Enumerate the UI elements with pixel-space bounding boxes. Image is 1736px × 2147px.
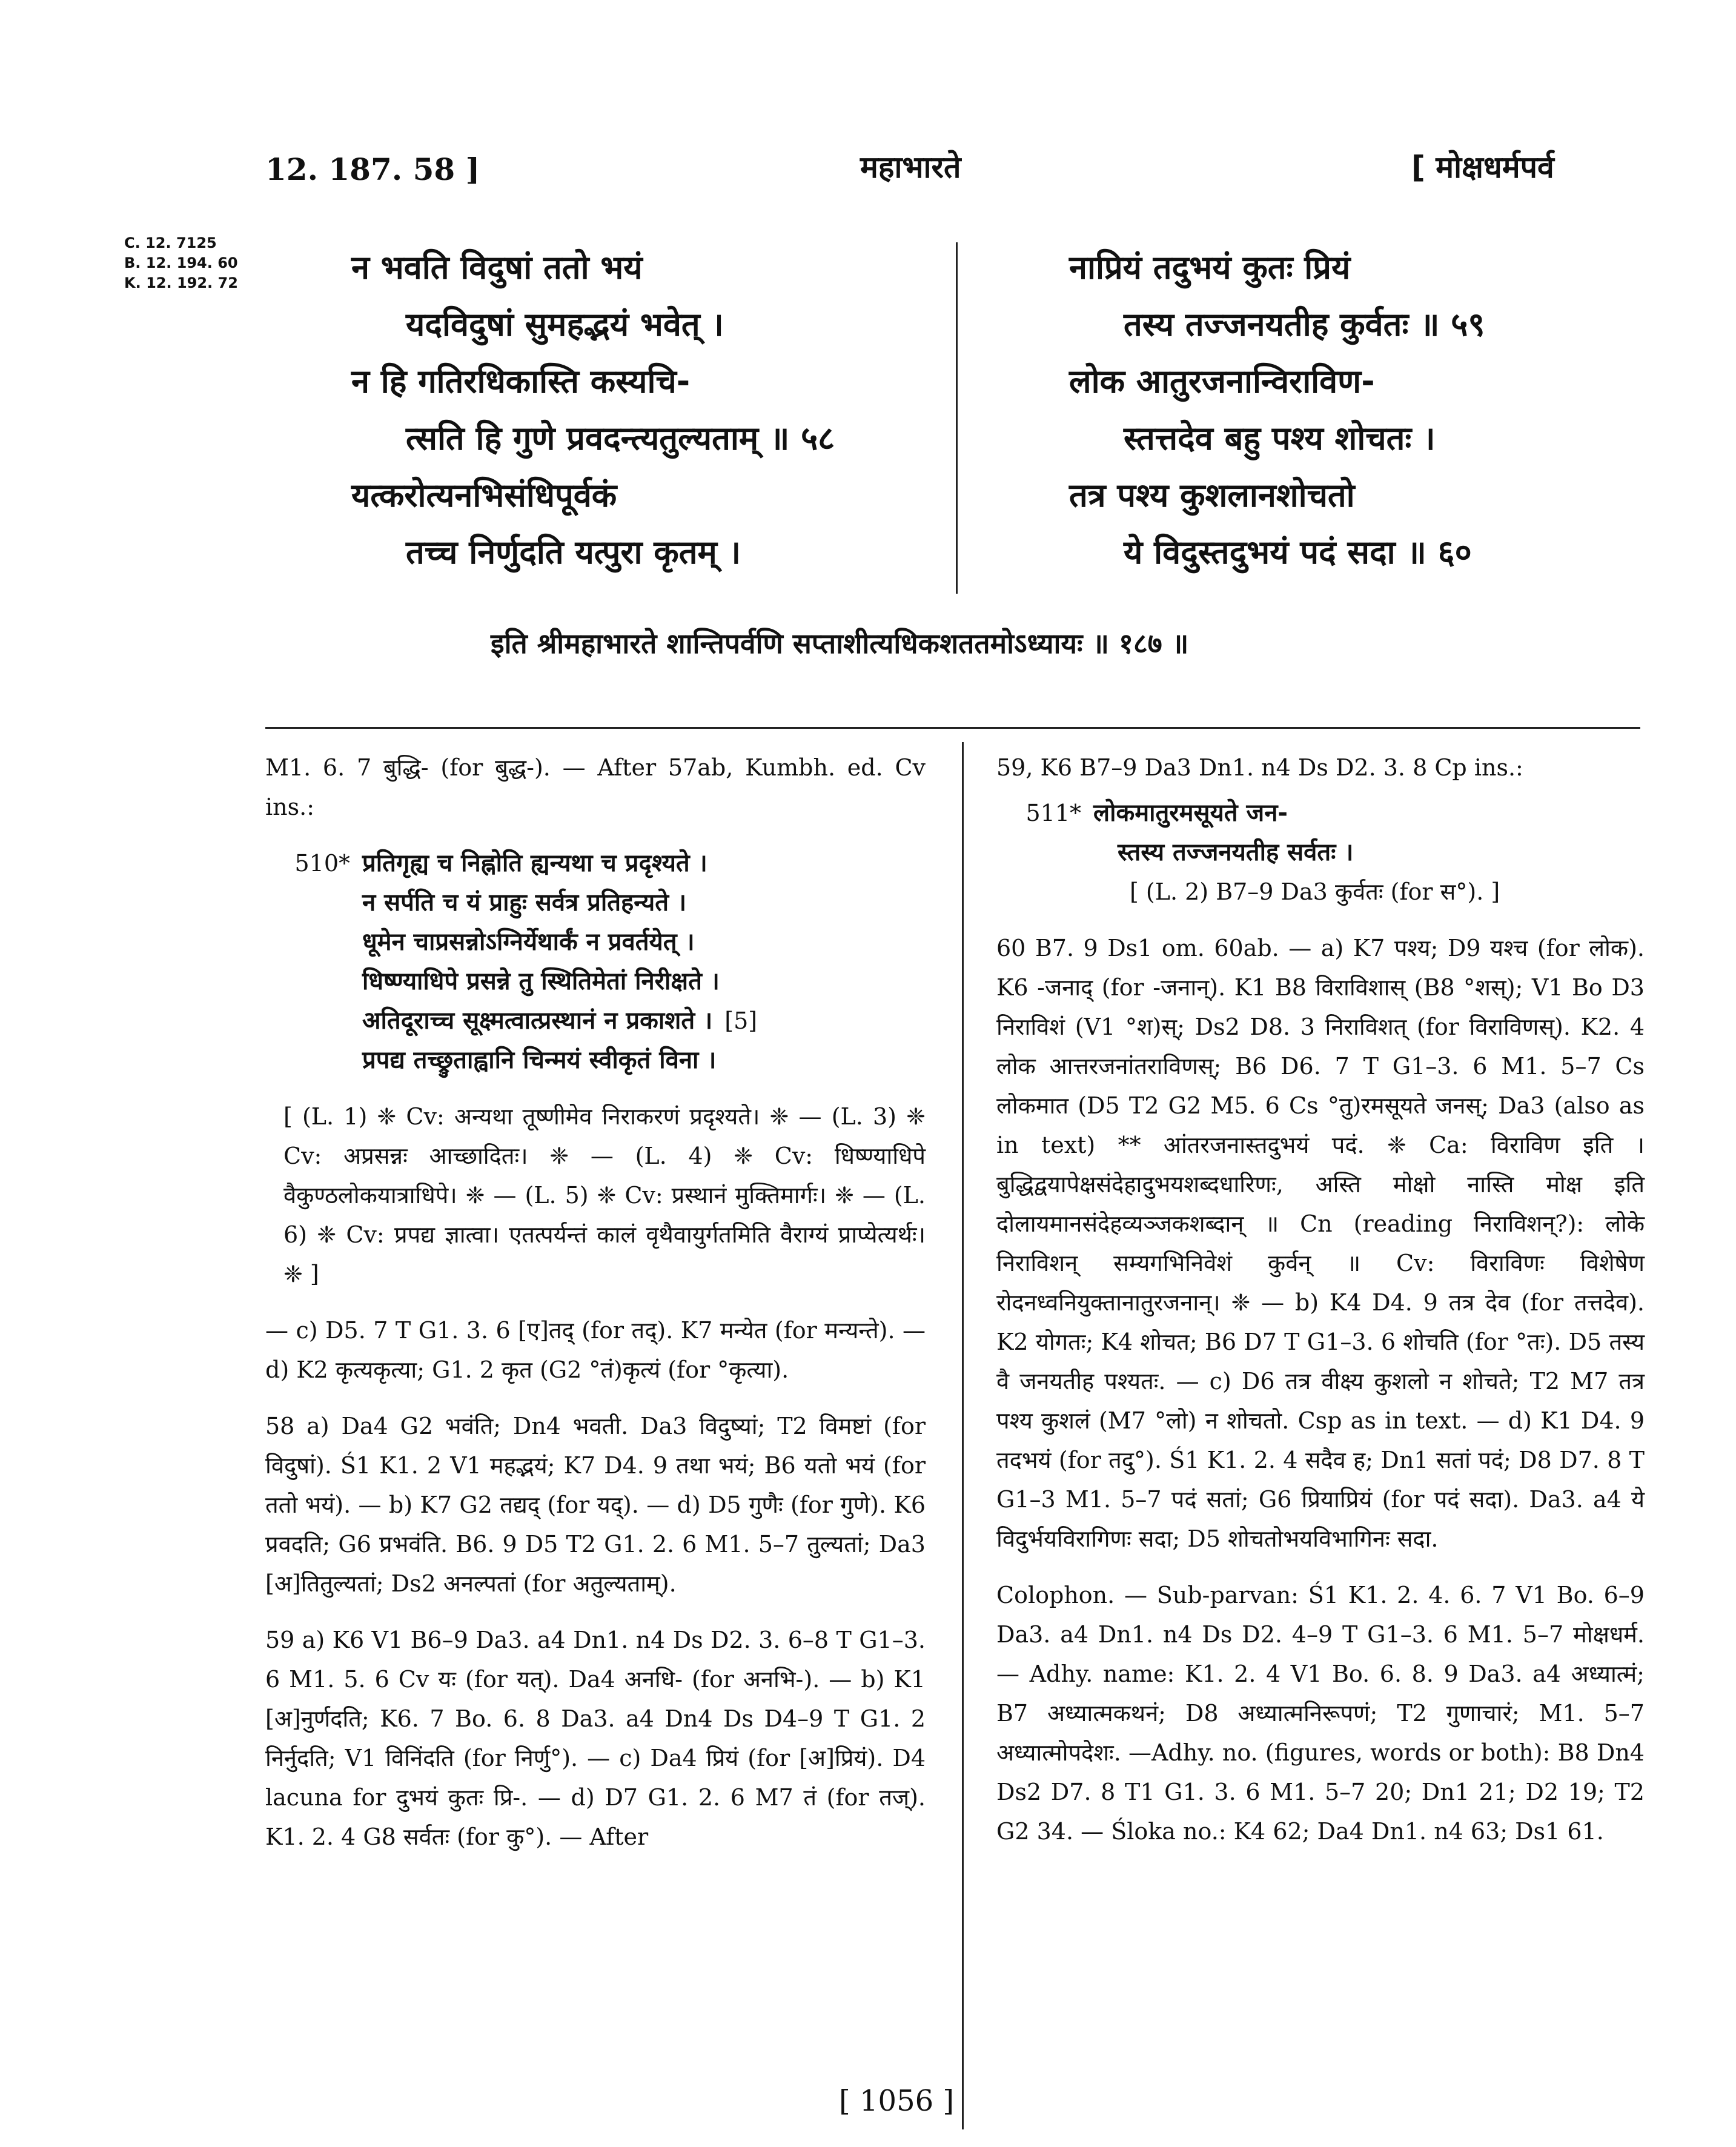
verse-line: तच्च निर्णुदति यत्पुरा कृतम् ।	[406, 533, 741, 571]
notes-divider	[962, 742, 964, 2129]
apparatus-left	[265, 748, 926, 1874]
insertion-line: अतिदूराच्च सूक्ष्मत्वात्प्रस्थानं न प्रकाशते ।	[362, 1007, 713, 1035]
concordance-refs	[124, 233, 238, 293]
commentary-note: [ (L. 1) ❈ Cv: अन्यथा तूष्णीमेव निराकरणं प्रदृश्यते। ❈ — (L. 3) ❈ Cv: अप्रसन्नः आच्छादितः। ❈ — (L. 4) ❈ Cv: धिष्ण्याधिपे वैकुण्ठलोकयात्राधिपे। ❈ — (L. 5) ❈ Cv: प्रस्थानं मुक्तिमार्गः। ❈ — (L. 6) ❈ Cv: प्रपद्य ज्ञात्वा। एतत्पर्यन्तं कालं वृथैवायुर्गतमिति वैराग्यं प्राप्येत्यर्थः। ❈ ]	[283, 1103, 926, 1287]
insertion-line: न सर्पति च यं प्राहुः सर्वत्र प्रतिहन्यते ।	[362, 889, 687, 917]
note-paragraph: M1. 6. 7 बुद्धि- (for बुद्ध-). — After 57ab, Kumbh. ed. Cv ins.:	[265, 754, 926, 820]
verse-ref: 12. 187. 58 ]	[265, 151, 480, 187]
page-number: [ 1056 ]	[839, 2084, 955, 2118]
note-paragraph: Colophon. — Sub-parvan: Ś1 K1. 2. 4. 6. 7 V1 Bo. 6–9 Da3. a4 Dn1. n4 Ds D2. 4–9 T G1–3. 6 M1. 5–7 मोक्षधर्म. — Adhy. name: K1. 2. 4 V1 Bo. 6. 8. 9 Da3. a4 अध्यात्मं; B7 अध्यात्मकथनं; D8 अध्यात्मनिरूपणं; T2 गुणाचारं; M1. 5–7 अध्यात्मोपदेशः. —Adhy. no. (figures, words or both): B8 Dn4 Ds2 D7. 8 T1 G1. 3. 6 M1. 5–7 20; Dn1 21; D2 19; T2 G2 34. — Śloka no.: K4 62; Da4 Dn1. n4 63; Ds1 61.	[996, 1582, 1645, 1845]
concordance-ref-c: C. 12. 7125	[124, 234, 217, 251]
verse-line: लोक आतुरजनान्विराविण-	[1069, 362, 1375, 400]
verse-line: न हि गतिरधिकास्ति कस्यचि-	[351, 362, 691, 400]
note-paragraph: 60 B7. 9 Ds1 om. 60ab. — a) K7 पश्य; D9 यश्च (for लोक). K6 -जनाद् (for -जनान्). K1 B8 विराविशास् (B8 °शस्); V1 Bo D3 निराविशं (V1 °श)स्; Ds2 D8. 3 निराविशत् (for विराविणस्). K2. 4 लोक आत्तरजनांतराविणस्; B6 D6. 7 T G1–3. 6 M1. 5–7 Cs लोकमात (D5 T2 G2 M5. 6 Cs °तु)रमसूयते जनस्; Da3 (also as in text) ** आंतरजनास्तदुभयं पदं. ❈ Ca: विराविण इति । बुद्धिद्वयापेक्षसंदेहादुभयशब्दधारिणः, अस्ति मोक्षो नास्ति मोक्ष इति दोलायमानसंदेहव्यञ्जकशब्दान् ॥ Cn (reading निराविशन्?): लोके निराविशन् सम्यगभिनिवेशं कुर्वन् ॥ Cv: विराविणः विशेषेण रोदनध्वनियुक्तानातुरजनान्। ❈ — b) K4 D4. 9 तत्र देव (for तत्तदेव). K2 योगतः; K4 शोचत; B6 D7 T G1–3. 6 शोचति (for °तः). D5 तस्य वै जनयतीह पश्यतः. — c) D6 तत्र वीक्ष्य कुशलो न शोचते; T2 M7 तत्र पश्य कुशलं (M7 °लो) न शोचतो. Csp as in text. — d) K1 D4. 9 तदभयं (for तदु°). Ś1 K1. 2. 4 सदैव ह; Dn1 सतां पदं; D8 D7. 8 T G1–3 M1. 5–7 पदं सतां; G6 प्रियाप्रियं (for पदं सदा). Da3. a4 ये विदुर्भयविरागिणः सदा; D5 शोचतोभयविभागिनः सदा.	[996, 935, 1645, 1552]
apparatus-separator	[265, 727, 1640, 729]
insertion-line: धिष्ण्याधिपे प्रसन्ने तु स्थितिमेतां निरीक्षते ।	[362, 967, 720, 995]
insertion-line: लोकमातुरमसूयते जन-	[1093, 799, 1288, 827]
verse-line: ये विदुस्तदुभयं पदं सदा ॥ ६०	[1124, 533, 1472, 571]
verse-divider	[956, 242, 958, 594]
page-title: महाभारते	[860, 150, 961, 185]
concordance-ref-k: K. 12. 192. 72	[124, 274, 238, 291]
insertion-line: स्तस्य तज्जनयतीह सर्वतः ।	[1118, 838, 1354, 866]
note-paragraph: 59 a) K6 V1 B6–9 Da3. a4 Dn1. n4 Ds D2. 3. 6–8 T G1–3. 6 M1. 5. 6 Cv यः (for यत्). Da4 अनधि- (for अनभि-). — b) K1 [अ]नुर्णदति; K6. 7 Bo. 6. 8 Da3. a4 Dn4 Ds D4–9 T G1. 2 निर्नुदति; V1 विनिंदति (for निर्णु°). — c) Da4 प्रियं (for [अ]प्रियं). D4 lacuna for दुभयं कुतः प्रि-. — d) D7 G1. 2. 6 M7 तं (for तज्). K1. 2. 4 G8 सर्वतः (for कु°). — After	[265, 1627, 926, 1850]
verse-line: न भवति विदुषां ततो भयं	[351, 248, 643, 287]
insertion-note: [ (L. 2) B7–9 Da3 कुर्वतः (for स°). ]	[1130, 878, 1500, 905]
apparatus-right	[996, 748, 1645, 1868]
insertion-line: धूमेन चाप्रसन्नोऽग्निर्येथार्कं न प्रवर्तयेत् ।	[362, 928, 695, 956]
line-mark: [5]	[724, 1007, 758, 1034]
insertion-number: 511*	[1025, 800, 1081, 826]
verse-line: यत्करोत्यनभिसंधिपूर्वकं	[351, 476, 617, 514]
insertion-line: प्रपद्य तच्छ्रुताह्वानि चिन्मयं स्वीकृतं विना ।	[362, 1046, 717, 1074]
verse-line: स्तत्तदेव बहु पश्य शोचतः ।	[1124, 419, 1436, 457]
verses-left	[351, 239, 835, 581]
insertion-511	[996, 794, 1645, 912]
verse-line: त्सति हि गुणे प्रवदन्त्यतुल्यताम् ॥ ५८	[406, 419, 835, 457]
verse-line: नाप्रियं तदुभयं कुतः प्रियं	[1069, 248, 1351, 287]
parvan-name: [ मोक्षधर्मपर्व	[1411, 150, 1554, 185]
insertion-number: 510*	[294, 850, 350, 877]
verse-line: तस्य तज्जनयतीह कुर्वतः ॥ ५९	[1124, 305, 1485, 343]
verses-right	[1069, 239, 1485, 581]
note-paragraph: — c) D5. 7 T G1. 3. 6 [ए]तद् (for तद्). K7 मन्येत (for मन्यन्ते). — d) K2 कृत्यकृत्या; G1. 2 कृत (G2 °तं)कृत्यं (for °कृत्या).	[265, 1317, 926, 1383]
chapter-colophon: इति श्रीमहाभारते शान्तिपर्वणि सप्ताशीत्यधिकशततमोऽध्यायः ॥ १८७ ॥	[491, 627, 1189, 660]
concordance-ref-b: B. 12. 194. 60	[124, 254, 238, 271]
insertion-line: प्रतिगृह्य च निह्नोति ह्यन्यथा च प्रदृश्यते ।	[362, 849, 707, 877]
note-paragraph: 59, K6 B7–9 Da3 Dn1. n4 Ds D2. 3. 8 Cp ins.:	[996, 754, 1523, 781]
insertion-510	[265, 844, 926, 1080]
note-paragraph: 58 a) Da4 G2 भवंति; Dn4 भवती. Da3 विदुष्यां; T2 विमष्टां (for विदुषां). Ś1 K1. 2 V1 महद्भयं; K7 D4. 9 तथा भयं; B6 यतो भयं (for ततो भयं). — b) K7 G2 तद्यद् (for यद्). — d) D5 गुणैः (for गुणे). K6 प्रवदति; G6 प्रभवंति. B6. 9 D5 T2 G1. 2. 6 M1. 5–7 तुल्यतां; Da3 [अ]तितुल्यतां; Ds2 अनल्पतां (for अतुल्यताम्).	[265, 1413, 926, 1597]
verse-line: तत्र पश्य कुशलानशोचतो	[1069, 476, 1355, 514]
verse-line: यदविदुषां सुमहद्भयं भवेत् ।	[406, 305, 724, 343]
